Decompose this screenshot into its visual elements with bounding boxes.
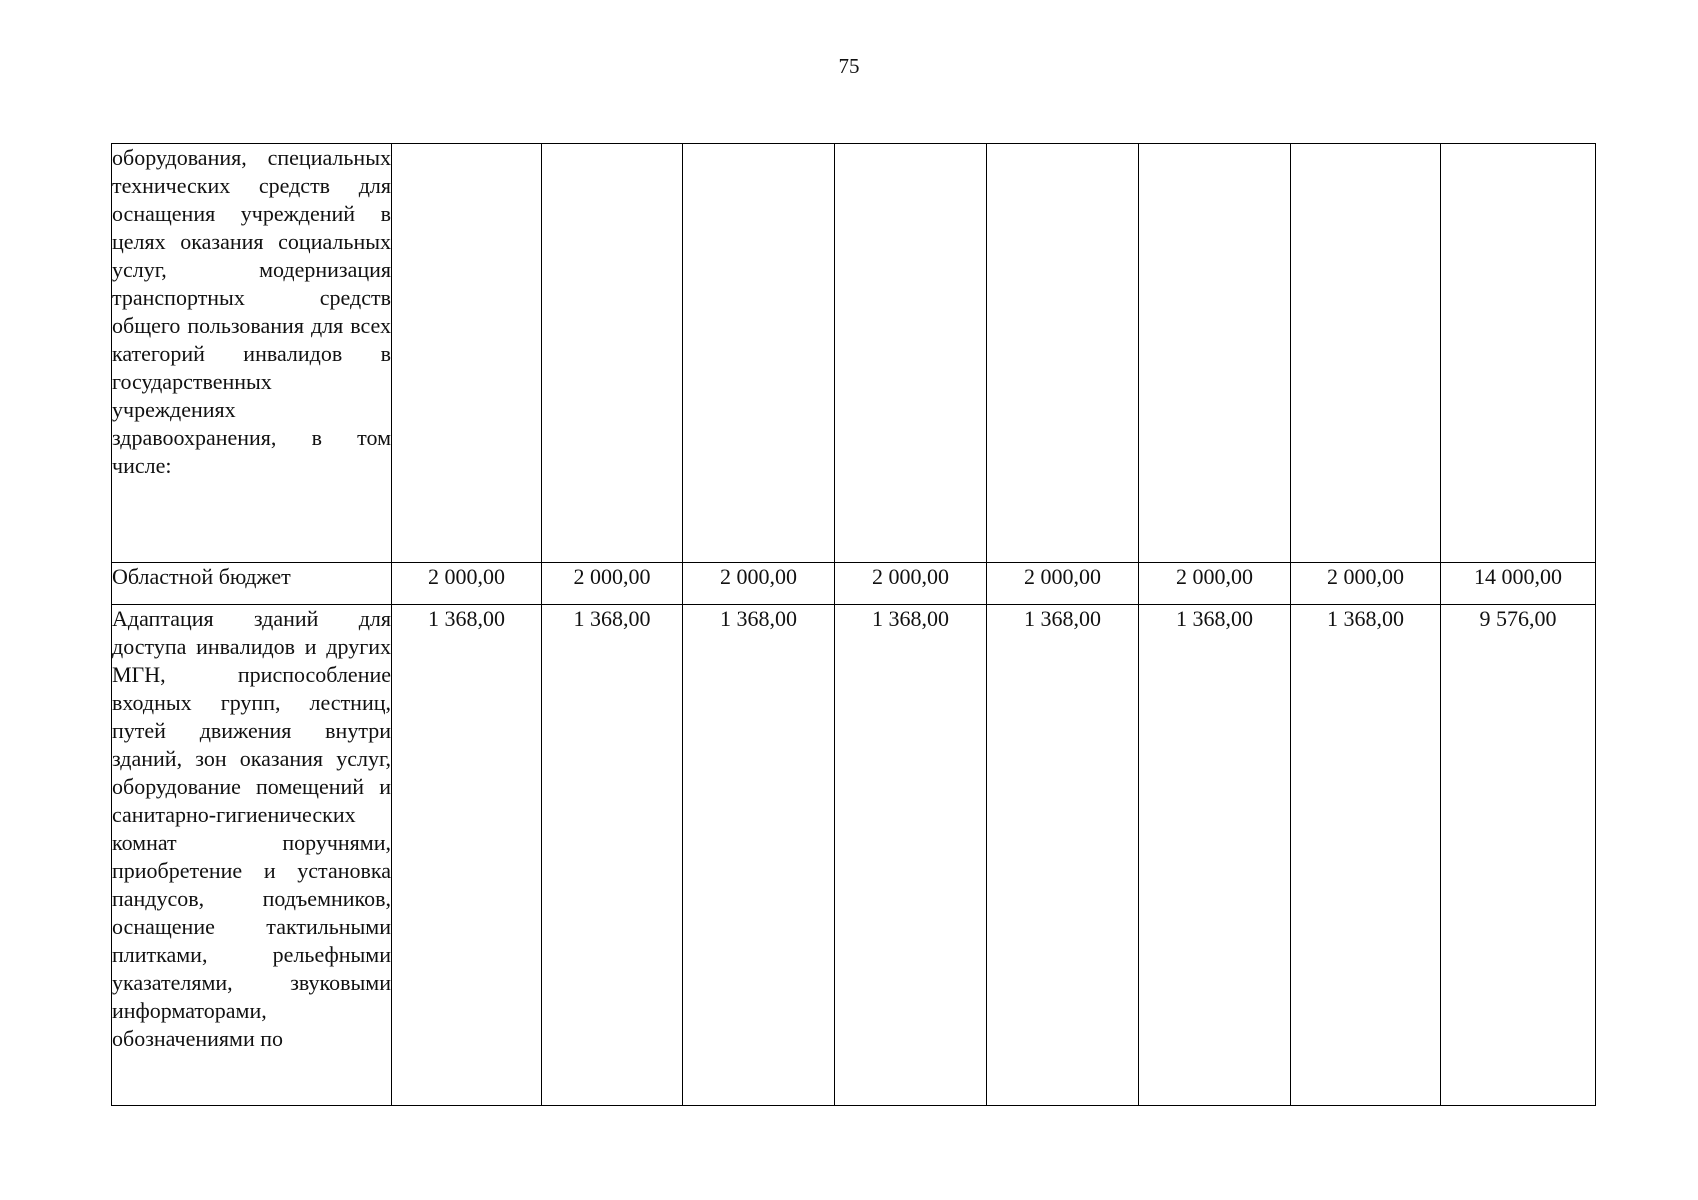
value-cell [835,144,987,563]
total-cell: 9 576,00 [1441,605,1596,1106]
value-cell [542,144,683,563]
page-number: 75 [838,54,860,78]
table-row [112,144,1596,563]
value-cell: 2 000,00 [683,563,835,605]
value-cell: 1 368,00 [987,605,1139,1106]
row-label: Адаптация зданий для доступа инвалидов и других МГН, приспособление входных групп, лестниц, путей движения внутри зданий, зон оказания услуг, оборудование помещений и санитарно-гигиенических комнат поручнями, приобретение и установка пандусов, подъемников, оснащение тактильными плитками, рельефными указателями, звуковыми информаторами, обозначениями по [112,606,391,1051]
total-cell [1441,144,1596,563]
value-cell: 1 368,00 [835,605,987,1106]
value-cell [987,144,1139,563]
value-cell: 1 368,00 [1291,605,1441,1106]
row-label-cell [112,605,392,1106]
row-label-cell [112,144,392,563]
value-cell: 1 368,00 [542,605,683,1106]
table-row [112,605,1596,1106]
row-label: Областной бюджет [112,564,291,589]
value-cell: 1 368,00 [1139,605,1291,1106]
value-cell [683,144,835,563]
value-cell: 1 368,00 [683,605,835,1106]
value-cell [1139,144,1291,563]
value-cell: 2 000,00 [835,563,987,605]
budget-table [111,143,1596,1106]
total-cell: 14 000,00 [1441,563,1596,605]
value-cell: 2 000,00 [1291,563,1441,605]
value-cell: 1 368,00 [392,605,542,1106]
value-cell [1291,144,1441,563]
value-cell: 2 000,00 [392,563,542,605]
table-row [112,563,1596,605]
value-cell [392,144,542,563]
value-cell: 2 000,00 [542,563,683,605]
value-cell: 2 000,00 [987,563,1139,605]
value-cell: 2 000,00 [1139,563,1291,605]
row-label-cell [112,563,392,605]
row-label: оборудования, специальных технических средств для оснащения учреждений в целях оказания социальных услуг, модернизация транспортных средств общего пользования для всех категорий инвалидов в государственных учреждениях здравоохранения, в том числе: [112,145,391,478]
